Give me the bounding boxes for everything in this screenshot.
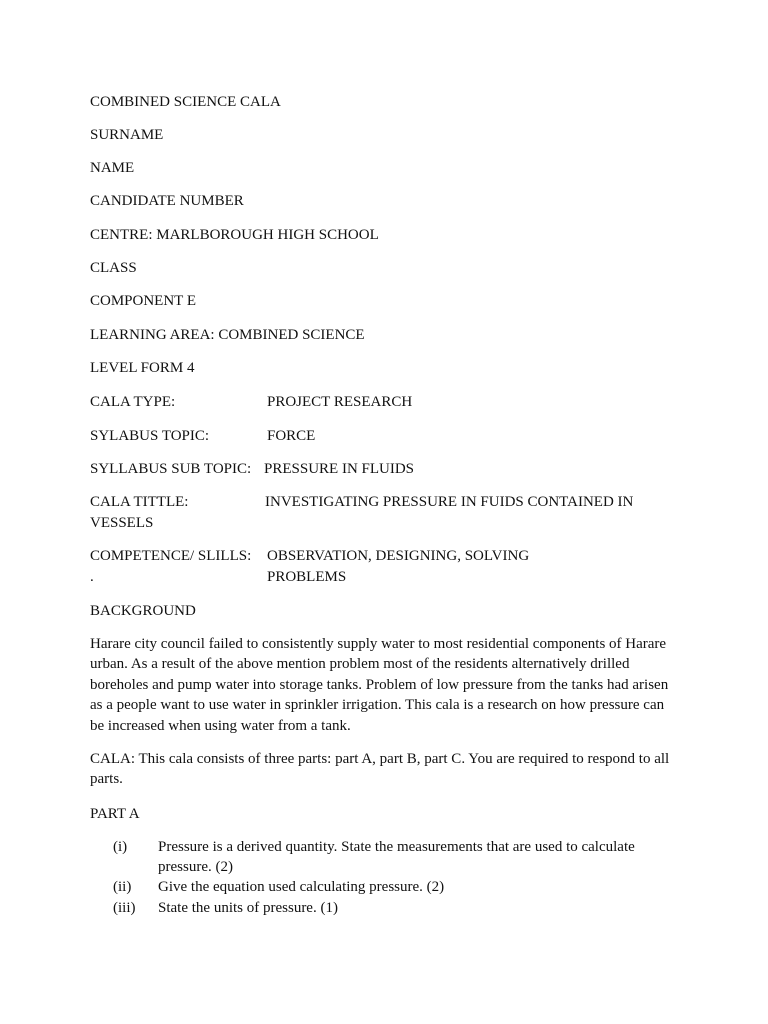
level-line: LEVEL FORM 4 (90, 360, 195, 376)
cala-title-label: CALA TITTLE: (90, 494, 189, 510)
document-title: COMBINED SCIENCE CALA (90, 94, 281, 110)
class-label: CLASS (90, 260, 137, 276)
cala-instructions-paragraph: CALA: This cala consists of three parts: part A, part B, part C. You are required to respond to all parts. (90, 751, 670, 788)
competence-value-continuation: PROBLEMS (267, 569, 347, 585)
learning-area-line: LEARNING AREA: COMBINED SCIENCE (90, 327, 365, 343)
sylabus-topic-label: SYLABUS TOPIC: (90, 428, 210, 444)
question-number: (ii) (113, 879, 132, 895)
centre-line: CENTRE: MARLBOROUGH HIGH SCHOOL (90, 227, 379, 243)
part-a-heading: PART A (90, 806, 140, 822)
candidate-number-label: CANDIDATE NUMBER (90, 193, 244, 209)
cala-type-label: CALA TYPE: (90, 394, 176, 410)
question-number: (i) (113, 839, 128, 855)
sub-topic-value: PRESSURE IN FLUIDS (264, 461, 415, 477)
cala-title-continuation: VESSELS (90, 515, 154, 531)
sub-topic-label: SYLLABUS SUB TOPIC: (90, 461, 252, 477)
cala-title-value: INVESTIGATING PRESSURE IN FUIDS CONTAINED IN (265, 494, 634, 510)
cala-type-value: PROJECT RESEARCH (267, 394, 413, 410)
question-text: State the units of pressure. (1) (158, 900, 338, 916)
name-label: NAME (90, 160, 135, 176)
component-line: COMPONENT E (90, 293, 196, 309)
background-heading: BACKGROUND (90, 603, 196, 619)
question-number: (iii) (113, 900, 136, 916)
question-text: Pressure is a derived quantity. State the measurements that are used to calculate pressure. (2) (158, 839, 635, 876)
question-text: Give the equation used calculating pressure. (2) (158, 879, 445, 895)
competence-value: OBSERVATION, DESIGNING, SOLVING (267, 548, 530, 564)
background-paragraph: Harare city council failed to consistently supply water to most residential components of Harare urban. As a result of the above mention problem most of the residents alternatively drilled boreholes and pump water into storage tanks. Problem of low pressure from the tanks had arisen as a people want to use water in sprinkler irrigation. This cala is a research on how pressure can be increased when using water from a tank. (90, 636, 669, 734)
competence-label-continuation: . (90, 569, 94, 585)
surname-label: SURNAME (90, 127, 164, 143)
competence-label: COMPETENCE/ SLILLS: (90, 548, 252, 564)
sylabus-topic-value: FORCE (267, 428, 316, 444)
